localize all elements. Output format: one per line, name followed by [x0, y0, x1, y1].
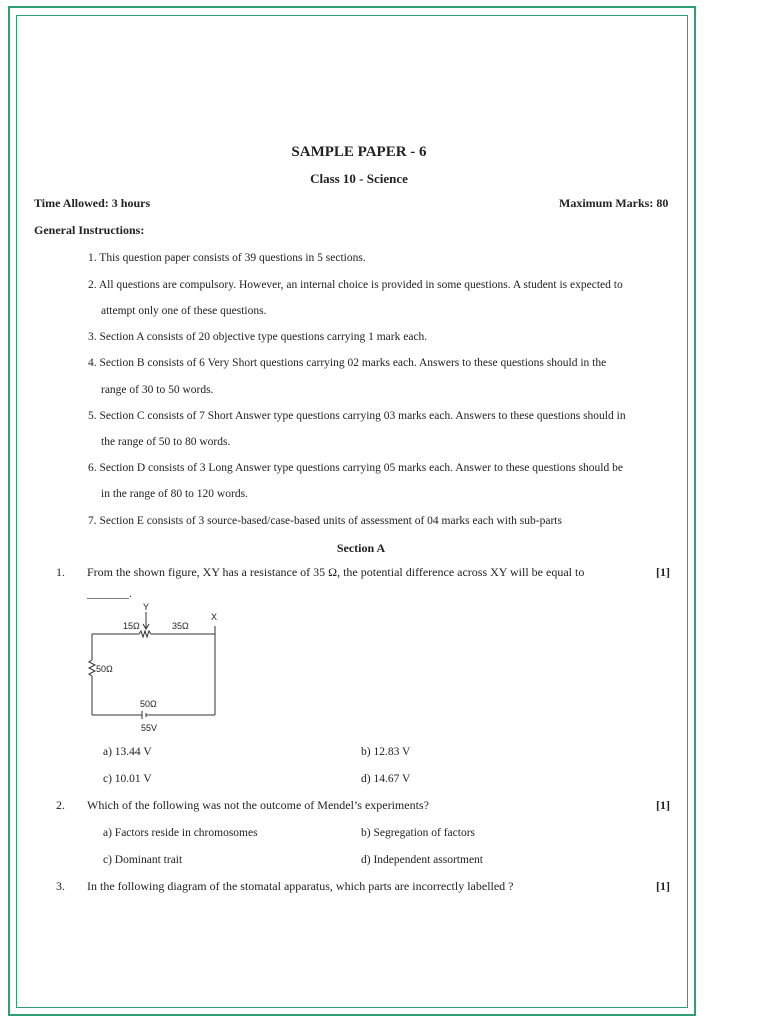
instruction-line: 4. Section B consists of 6 Very Short questions carrying 02 marks each. Answers to these questions should in the	[88, 357, 607, 369]
instruction-line: 7. Section E consists of 3 source-based/case-based units of assessment of 04 marks each with sub-parts	[88, 515, 562, 527]
option-c[interactable]: c) Dominant trait	[103, 854, 183, 866]
question-text: In the following diagram of the stomatal apparatus, which parts are incorrectly labelled ?	[87, 879, 514, 893]
question-marks: [1]	[656, 798, 670, 812]
question-marks: [1]	[656, 565, 670, 579]
question-text: From the shown figure, XY has a resistance of 35 Ω, the potential difference across XY will be equal to	[87, 565, 585, 579]
battery-label: 55V	[141, 723, 158, 733]
instruction-line: 5. Section C consists of 7 Short Answer type questions carrying 03 marks each. Answers to these questions should in	[88, 410, 626, 422]
instruction-line: the range of 50 to 80 words.	[101, 436, 231, 448]
question-number: 1.	[56, 565, 65, 579]
resistor-label-bottom: 50Ω	[140, 699, 157, 709]
paper-title: SAMPLE PAPER - 6	[291, 144, 427, 160]
resistor-label-left: 50Ω	[96, 664, 113, 674]
question-marks: [1]	[656, 879, 670, 893]
option-a[interactable]: a) 13.44 V	[103, 746, 152, 758]
instruction-line: attempt only one of these questions.	[101, 305, 267, 317]
option-b[interactable]: b) Segregation of factors	[361, 827, 476, 839]
instruction-line: 2. All questions are compulsory. However, an internal choice is provided in some questions. A student is expected to	[88, 279, 623, 291]
option-a[interactable]: a) Factors reside in chromosomes	[103, 827, 258, 839]
instruction-line: 6. Section D consists of 3 Long Answer type questions carrying 05 marks each. Answer to these questions should be	[88, 462, 623, 474]
section-a-heading: Section A	[336, 541, 386, 555]
time-allowed: Time Allowed: 3 hours	[34, 196, 151, 210]
maximum-marks: Maximum Marks: 80	[559, 196, 669, 210]
label-x: X	[211, 612, 218, 622]
option-d[interactable]: d) 14.67 V	[361, 773, 411, 785]
question-number: 2.	[56, 798, 65, 812]
instruction-line: 3. Section A consists of 20 objective type questions carrying 1 mark each.	[88, 331, 428, 343]
option-c[interactable]: c) 10.01 V	[103, 773, 152, 785]
instructions-heading: General Instructions:	[34, 223, 145, 237]
resistor-label-top-left: 15Ω	[123, 621, 140, 631]
option-b[interactable]: b) 12.83 V	[361, 746, 411, 758]
label-y: Y	[143, 602, 150, 612]
answer-blank: _______.	[87, 586, 132, 600]
question-text: Which of the following was not the outcome of Mendel’s experiments?	[87, 798, 429, 812]
resistor-label-top-right: 35Ω	[172, 621, 189, 631]
instruction-line: 1. This question paper consists of 39 questions in 5 sections.	[88, 252, 366, 264]
instruction-line: in the range of 80 to 120 words.	[101, 488, 248, 500]
instruction-line: range of 30 to 50 words.	[101, 384, 214, 396]
paper-subtitle: Class 10 - Science	[310, 171, 408, 186]
question-number: 3.	[56, 879, 65, 893]
circuit-diagram	[84, 600, 234, 738]
option-d[interactable]: d) Independent assortment	[361, 854, 483, 866]
